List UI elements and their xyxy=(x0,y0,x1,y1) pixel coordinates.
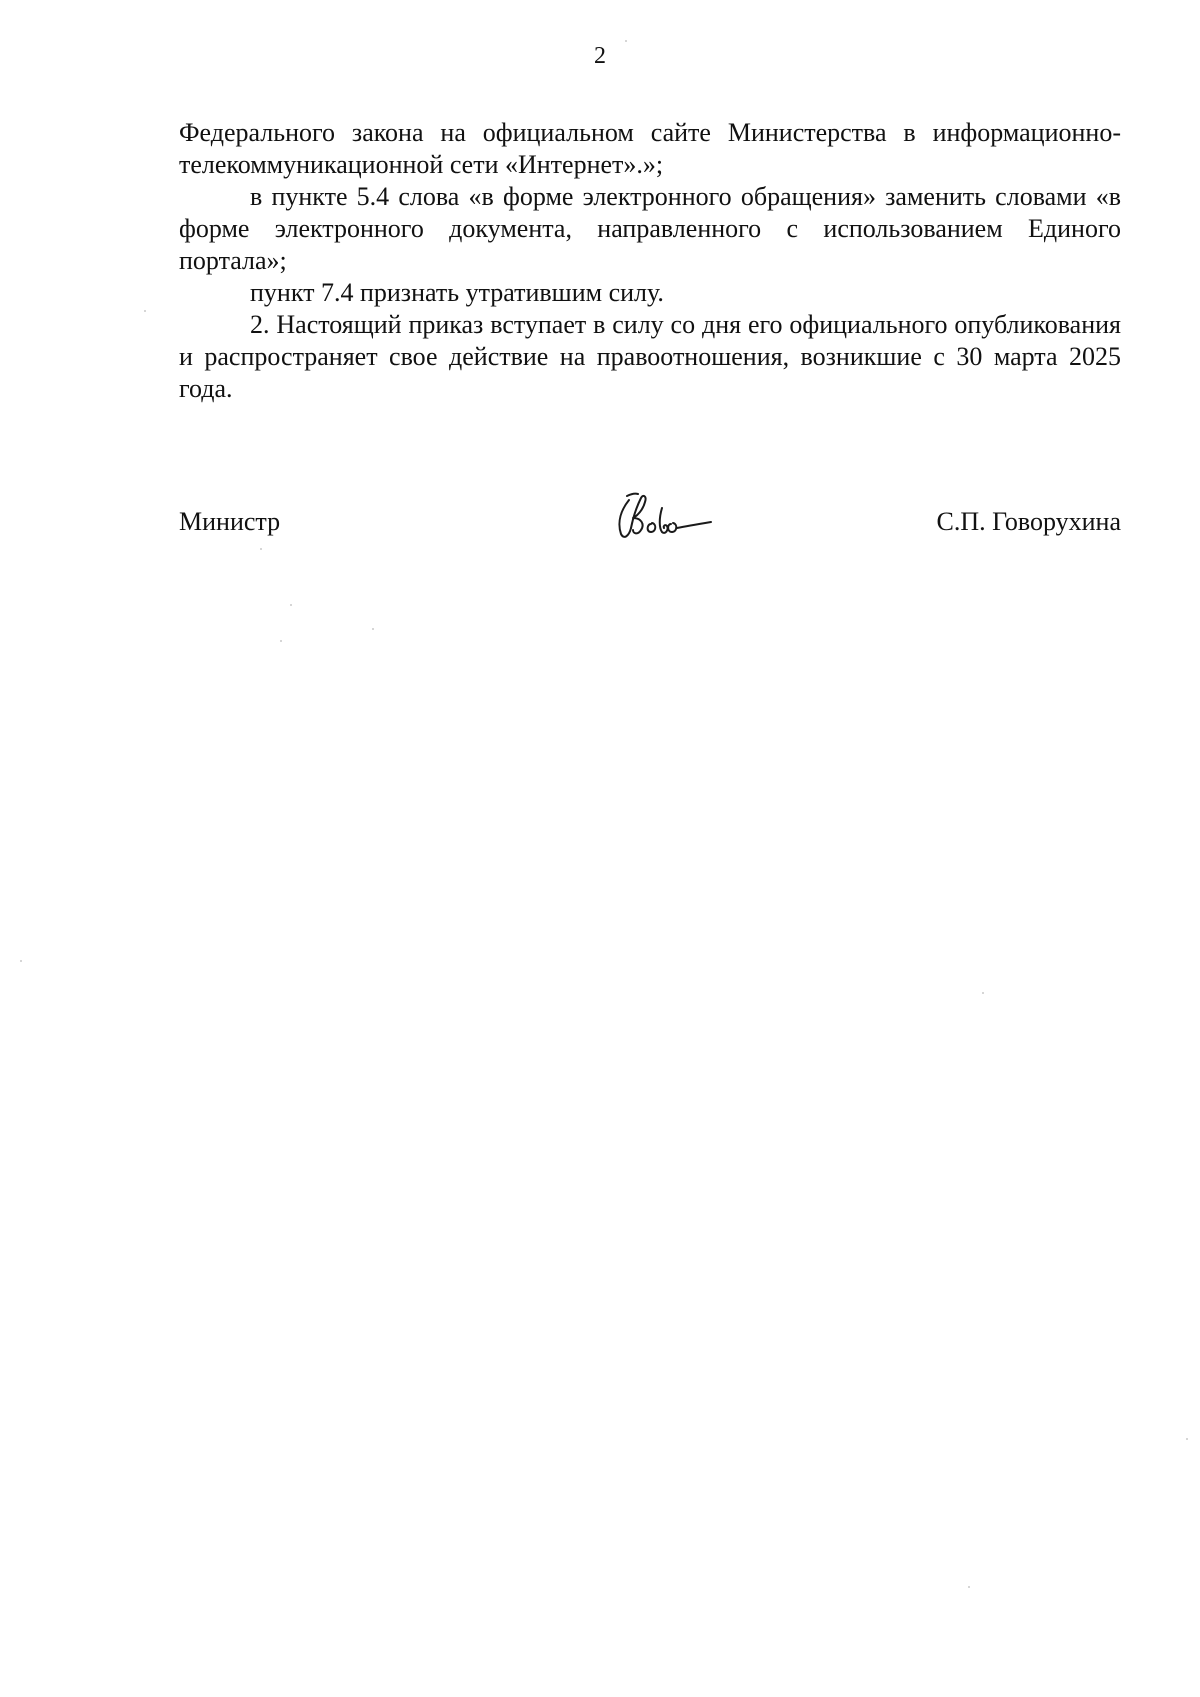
scan-speck xyxy=(968,1586,970,1588)
scan-speck xyxy=(982,992,984,994)
signatory-name: С.П. Говорухина xyxy=(936,507,1121,536)
scan-speck xyxy=(625,40,627,42)
document-body xyxy=(179,117,1121,405)
scan-speck xyxy=(1186,1438,1188,1440)
scan-speck xyxy=(260,548,262,550)
scan-speck xyxy=(372,628,374,630)
paragraph-1: Федерального закона на официальном сайте Министерства в информационно-телекоммуникационной сети «Интернет».»; xyxy=(179,118,1121,179)
signatory-title: Министр xyxy=(179,507,281,536)
signature-block xyxy=(179,488,1121,548)
page-number: 2 xyxy=(594,43,606,69)
paragraph-3: пункт 7.4 признать утратившим силу. xyxy=(250,278,664,307)
handwritten-signature xyxy=(607,488,747,544)
paragraph-4: 2. Настоящий приказ вступает в силу со дня его официального опубликования и распространяет свое действие на правоотношения, возникшие с 30 марта 2025 года. xyxy=(179,310,1121,403)
paragraph-2: в пункте 5.4 слова «в форме электронного обращения» заменить словами «в форме электронного документа, направленного с использованием Единого портала»; xyxy=(179,182,1121,275)
scan-speck xyxy=(290,604,292,606)
scan-speck xyxy=(280,640,282,642)
scan-speck xyxy=(144,310,146,312)
scan-speck xyxy=(20,960,22,962)
